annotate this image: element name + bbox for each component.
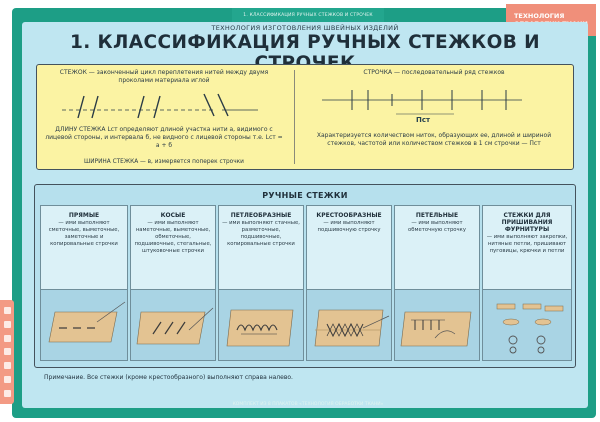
corner-label-line1: ТЕХНОЛОГИЯ (514, 12, 565, 20)
stitch-illustration (306, 289, 392, 361)
stitch-description: — ими выполняют закрепки, нитяные петли, пришивают пуговицы, крючки и петли (486, 234, 568, 254)
stitch-column-cross (306, 205, 392, 361)
page-title: 1. КЛАССИФИКАЦИЯ РУЧНЫХ СТЕЖКОВ И (69, 32, 541, 53)
definitions-divider (294, 70, 295, 164)
stitch-name: СТЕЖКИ ДЛЯ ПРИШИВАНИЯ ФУРНИТУРЫ (501, 212, 553, 233)
stitch-illustration (218, 289, 304, 361)
stitch-description: — ими выполняют наметочные, выметочные, обметочные, подшивочные, стегальные, штуковочные строчки (134, 220, 212, 254)
stitch-length-text: ДЛИНУ СТЕЖКА Lст определяют длиной участка нити а, видимого с лицевой стороны, и интервала б, не видного с лицевой стороны т.е. Lст = а + б (45, 126, 283, 149)
stitch-column-fittings (482, 205, 572, 361)
stitch-description: — ими выполняют стачные, разметочные, подшивочные, копировальные строчки (222, 220, 300, 247)
stitch-illustration (130, 289, 216, 361)
top-bar-title: 1. КЛАССИФИКАЦИЯ РУЧНЫХ СТЕЖКОВ И СТРОЧЕК (232, 8, 384, 22)
stitch-name: ПРЯМЫЕ (68, 212, 100, 219)
stitch-name: КОСЫЕ (160, 212, 186, 219)
stitch-name: ПЕТЕЛЬНЫЕ (415, 212, 459, 219)
seam-diagram (302, 80, 566, 124)
stitch-diagram (44, 88, 284, 124)
hand-stitches-heading: РУЧНЫЕ СТЕЖКИ (262, 191, 348, 200)
stitch-illustration (482, 289, 572, 361)
stitch-illustration (40, 289, 128, 361)
stitch-column-straight (40, 205, 128, 361)
note: Примечание. Все стежки (кроме крестообразного) выполняют справа налево. (44, 374, 293, 381)
stitch-column-buttonhole (394, 205, 480, 361)
seam-label: Пст (416, 116, 431, 124)
seam-definition: СТРОЧКА — последовательный ряд стежков (363, 69, 505, 76)
stitch-description: — ими выполняют подшивочную строчку (317, 220, 381, 233)
subtitle: ТЕХНОЛОГИЯ ИЗГОТОВЛЕНИЯ ШВЕЙНЫХ ИЗДЕЛИЙ (211, 24, 399, 32)
side-tab (0, 300, 14, 404)
seam-characteristic: Характеризуется количеством ниток, образующих ее, длиной и шириной стежков, частотой или количеством стежков в 1 см строчки — Пст (316, 132, 552, 147)
stitch-description: — ими выполняют обметочную строчку (407, 220, 467, 233)
stitch-column-loop (218, 205, 304, 361)
stitch-illustration (394, 289, 480, 361)
stitch-name: ПЕТЛЕОБРАЗНЫЕ (230, 212, 292, 219)
stitch-description: — ими выполняют сметочные, выметочные, заметочные и копировальные строчки (48, 220, 120, 247)
footer: КОМПЛЕКТ ИЗ 8 ПЛАКАТОВ «ТЕХНОЛОГИЯ ОБРАБОТКИ ТКАНИ» (232, 402, 384, 407)
stitch-column-oblique (130, 205, 216, 361)
stitch-name: КРЕСТООБРАЗНЫЕ (316, 212, 382, 219)
stitch-definition: СТЕЖОК — законченный цикл переплетения нитей между двумя проколами материала иглой (59, 69, 269, 84)
stitch-width-text: ШИРИНА СТЕЖКА — в, измеряется поперек строчки (84, 159, 244, 165)
